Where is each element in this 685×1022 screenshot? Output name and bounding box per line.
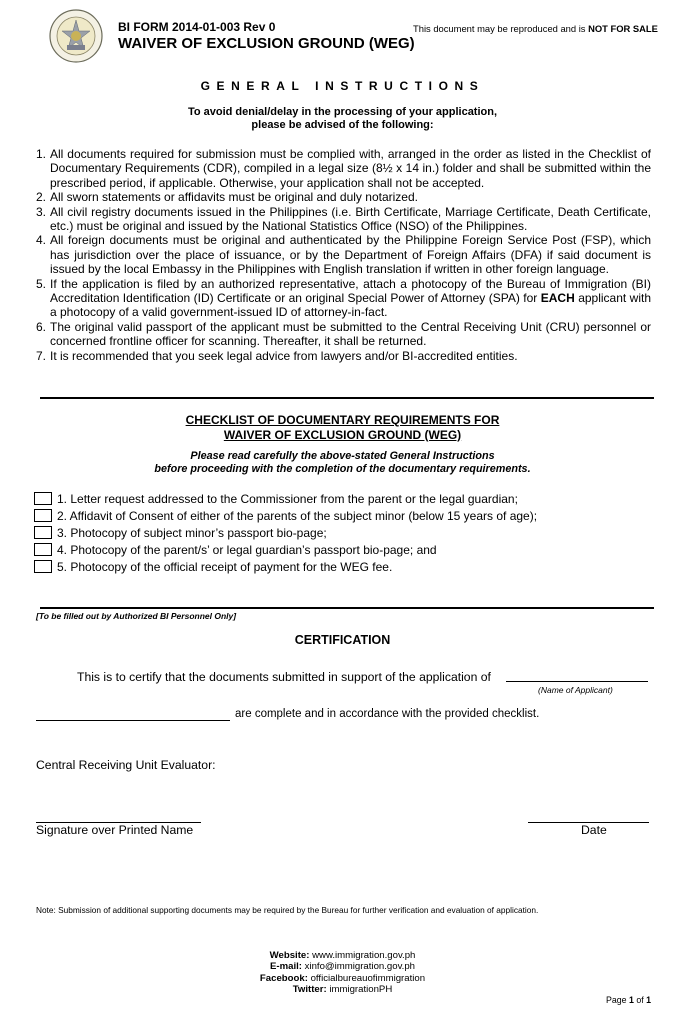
checklist-item: 3. Photocopy of subject minor’s passport bio-page; [34, 524, 537, 541]
date-label: Date [581, 823, 607, 837]
checkbox[interactable] [34, 543, 52, 556]
applicant-name-field[interactable] [506, 681, 648, 682]
certification-statement: This is to certify that the documents submitted in support of the application of [77, 670, 491, 684]
reproduction-note: This document may be reproduced and is NOT FOR SALE [413, 23, 658, 34]
bi-personnel-only-note: [To be filled out by Authorized BI Personnel Only] [36, 611, 237, 621]
checklist-title: CHECKLIST OF DOCUMENTARY REQUIREMENTS FOR WAIVER OF EXCLUSION GROUND (WEG) [185, 413, 500, 442]
checklist-item: 5. Photocopy of the official receipt of payment for the WEG fee. [34, 558, 537, 575]
instructions-list [36, 147, 651, 363]
checklist-note: Please read carefully the above-stated General Instructions before proceeding with the completion of the documentary requirements. [154, 450, 531, 476]
checkbox[interactable] [34, 492, 52, 505]
instruction-item: 1. All documents required for submission must be complied with, arranged in the order as listed in the Checklist of Documentary Requirements (CDR), compiled in a legal size (8½ x 14 in.) folder and shall be submitted within the prescribed period, if applicable. Otherwise, your application shall not be accepted. [36, 147, 651, 190]
checklist [34, 490, 537, 575]
instruction-item: 2. All sworn statements or affidavits must be original and duly notarized. [36, 190, 418, 205]
form-id: BI FORM 2014-01-003 Rev 0 [118, 20, 276, 34]
instruction-item: 7. It is recommended that you seek legal advice from lawyers and/or BI-accredited entities. [36, 348, 518, 363]
general-instructions-heading: GENERAL INSTRUCTIONS [200, 79, 485, 93]
documents-blank-field[interactable] [36, 720, 230, 721]
evaluator-label: Central Receiving Unit Evaluator: [36, 758, 216, 772]
instruction-item: 6. The original valid passport of the applicant must be submitted to the Central Receiving Unit (CRU) personnel or concerned frontline officer for scanning. Thereafter, it shall be returned. [36, 319, 651, 349]
checkbox[interactable] [34, 509, 52, 522]
instruction-item: 4. All foreign documents must be original and authenticated by the Philippine Foreign Service Post (FSP), which has jurisdiction over the place of issuance, or by the Department of Foreign Affairs (DFA) if said document is issued by the local Embassy in the Philippines with English translation if written in other foreign language. [36, 233, 651, 277]
certification-title: CERTIFICATION [294, 633, 391, 647]
checklist-item: 1. Letter request addressed to the Commissioner from the parent or the legal guardian; [34, 490, 537, 507]
certification-statement-continued: are complete and in accordance with the provided checklist. [235, 708, 540, 720]
section-divider [40, 607, 654, 609]
checklist-item: 4. Photocopy of the parent/s’ or legal guardian’s passport bio-page; and [34, 541, 537, 558]
bureau-seal-logo [49, 9, 103, 63]
website-line: Website: www.immigration.gov.ph [269, 950, 416, 961]
facebook-line: Facebook: officialbureauofimmigration [259, 972, 426, 984]
email-line: E-mail: xinfo@immigration.gov.ph [269, 961, 415, 973]
checkbox[interactable] [34, 560, 52, 573]
footer-note: Note: Submission of additional supporting documents may be required by the Bureau for further verification and evaluation of application. [36, 905, 539, 915]
general-instructions-intro: To avoid denial/delay in the processing of your application, please be advised of the following: [187, 106, 498, 131]
section-divider [40, 397, 654, 399]
page-number: Page 1 of 1 [606, 995, 652, 1005]
applicant-name-label: (Name of Applicant) [538, 685, 613, 695]
checklist-item: 2. Affidavit of Consent of either of the parents of the subject minor (below 15 years of age); [34, 507, 537, 524]
twitter-line: Twitter: immigrationPH [292, 984, 393, 996]
signature-label: Signature over Printed Name [36, 823, 194, 837]
checkbox[interactable] [34, 526, 52, 539]
instruction-item: 3. All civil registry documents issued in the Philippines (i.e. Birth Certificate, Marriage Certificate, Death Certificate, etc.) must be original and issued by the National Statistics Office (NSO) of the Philippines. [36, 204, 651, 234]
instruction-item: 5. If the application is filed by an authorized representative, attach a photocopy of the Bureau of Immigration (BI) Accreditation Identification (ID) Certificate or an original Special Power of Attorney (SPA) for EACH applicant with a photocopy of a valid government-issued ID of attorney-in-fact. [36, 276, 652, 320]
form-title: WAIVER OF EXCLUSION GROUND (WEG) [118, 35, 415, 52]
contact-info [0, 950, 685, 996]
